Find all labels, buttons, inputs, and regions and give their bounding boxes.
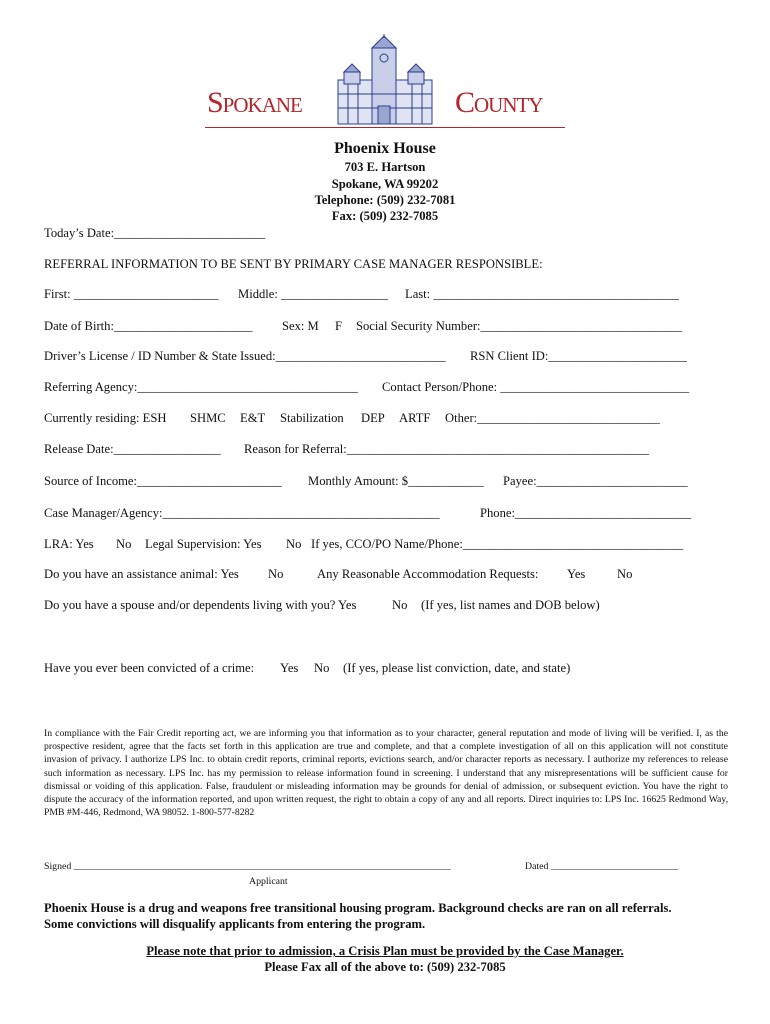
notice-line-1: Phoenix House is a drug and weapons free transitional housing program. Background checks are ran on all referrals. [44, 901, 672, 915]
residing-option-dep[interactable]: DEP [361, 411, 385, 425]
fax-notice: Please Fax all of the above to: (509) 232-7085 [264, 960, 506, 974]
accommodation-option-yes[interactable]: Yes [567, 567, 586, 581]
crime-label: Have you ever been convicted of a crime: [44, 661, 255, 675]
spouse-note: (If yes, list names and DOB below) [421, 598, 600, 612]
applicant-label: Applicant [249, 876, 288, 887]
notice-line-2: Some convictions will disqualify applicants from entering the program. [44, 917, 426, 931]
courthouse-illustration [330, 34, 440, 126]
crime-option-yes[interactable]: Yes [280, 661, 299, 675]
drivers-license-field[interactable]: Driver’s License / ID Number & State Issued:___________________________ [44, 349, 446, 363]
spouse-option-yes[interactable]: Do you have a spouse and/or dependents living with you? Yes [44, 598, 357, 612]
org-city: Spokane, WA 99202 [331, 177, 439, 191]
dob-field[interactable]: Date of Birth:______________________ [44, 319, 253, 333]
residing-option-shmc[interactable]: SHMC [190, 411, 226, 425]
accommodation-label: Any Reasonable Accommodation Requests: [317, 567, 539, 581]
middle-name-field[interactable]: Middle: _________________ [238, 287, 389, 301]
assistance-animal-option-yes[interactable]: Do you have an assistance animal: Yes [44, 567, 239, 581]
residing-option-artf[interactable]: ARTF [399, 411, 431, 425]
last-name-field[interactable]: Last: _______________________________________ [405, 287, 679, 301]
dated-field[interactable]: Dated __________________________ [525, 861, 679, 872]
first-name-field[interactable]: First: _______________________ [44, 287, 219, 301]
referring-agency-field[interactable]: Referring Agency:___________________________________ [44, 380, 358, 394]
monthly-amount-field[interactable]: Monthly Amount: $____________ [308, 474, 484, 488]
legal-supervision-option-no[interactable]: No [286, 537, 302, 551]
accommodation-option-no[interactable]: No [617, 567, 633, 581]
lra-option-yes[interactable]: LRA: Yes [44, 537, 94, 551]
residing-option-stabilization[interactable]: Stabilization [280, 411, 344, 425]
sex-option-f[interactable]: F [335, 319, 343, 333]
residing-option-et[interactable]: E&T [240, 411, 266, 425]
crime-note: (If yes, please list conviction, date, and state) [343, 661, 571, 675]
signed-field[interactable]: Signed _____________________________________________________________________________ [44, 861, 451, 872]
compliance-paragraph: In compliance with the Fair Credit reporting act, we are informing you that information as to your character, general reputation and mode of living will be verified. I, as the prospective resident, agree that the facts set forth in this application are true and complete, and that a complete investigation of all on this application will not constitute invasion of privacy. I authorize LPS Inc. to obtain credit reports, criminal reports, evictions search, and/or character reports as necessary. I authorize my references to release such information as necessary. LPS Inc. has my permission to release information found in screening. I understand that any misrepresentations will be sufficient cause for dismissal or voiding of this application. False, fraudulent or misleading information may be grounds for denial of admission, or subsequent eviction. You have the right to dispute the accuracy of the information reported, and upon written request, the right to obtain a copy of any and all reports. Direct inquiries to: LPS Inc. 16625 Redmond Way, PMB #M-446, Redmond, WA 98052. 1-800-577-8282 [44, 728, 728, 819]
org-phone: Telephone: (509) 232-7081 [314, 193, 456, 207]
todays-date-field[interactable]: Today’s Date:________________________ [44, 226, 266, 240]
cco-po-field[interactable]: If yes, CCO/PO Name/Phone:___________________________________ [311, 537, 684, 551]
rsn-client-id-field[interactable]: RSN Client ID:______________________ [470, 349, 687, 363]
assistance-animal-option-no[interactable]: No [268, 567, 284, 581]
org-address: 703 E. Hartson [344, 160, 426, 174]
referral-heading: REFERRAL INFORMATION TO BE SENT BY PRIMARY CASE MANAGER RESPONSIBLE: [44, 257, 543, 271]
ssn-field[interactable]: Social Security Number:________________________________ [356, 319, 683, 333]
contact-person-field[interactable]: Contact Person/Phone: ______________________________ [382, 380, 690, 394]
crime-option-no[interactable]: No [314, 661, 330, 675]
logo-rule [205, 127, 565, 128]
release-date-field[interactable]: Release Date:_________________ [44, 442, 221, 456]
case-manager-phone-field[interactable]: Phone:____________________________ [480, 506, 692, 520]
org-name: Phoenix House [334, 140, 436, 157]
residing-option-esh[interactable]: Currently residing: ESH [44, 411, 167, 425]
logo-text-right: County [455, 86, 543, 119]
logo-text-left: Spokane [207, 86, 302, 119]
lra-option-no[interactable]: No [116, 537, 132, 551]
spouse-option-no[interactable]: No [392, 598, 408, 612]
org-fax: Fax: (509) 232-7085 [331, 209, 439, 223]
sex-option-m[interactable]: Sex: M [282, 319, 319, 333]
source-of-income-field[interactable]: Source of Income:_______________________ [44, 474, 282, 488]
case-manager-field[interactable]: Case Manager/Agency:____________________________________________ [44, 506, 440, 520]
reason-for-referral-field[interactable]: Reason for Referral:________________________________________________ [244, 442, 650, 456]
payee-field[interactable]: Payee:________________________ [503, 474, 688, 488]
residing-other-field[interactable]: Other:_____________________________ [445, 411, 660, 425]
crisis-plan-notice: Please note that prior to admission, a Crisis Plan must be provided by the Case Manager. [146, 944, 624, 958]
legal-supervision-option-yes[interactable]: Legal Supervision: Yes [145, 537, 262, 551]
